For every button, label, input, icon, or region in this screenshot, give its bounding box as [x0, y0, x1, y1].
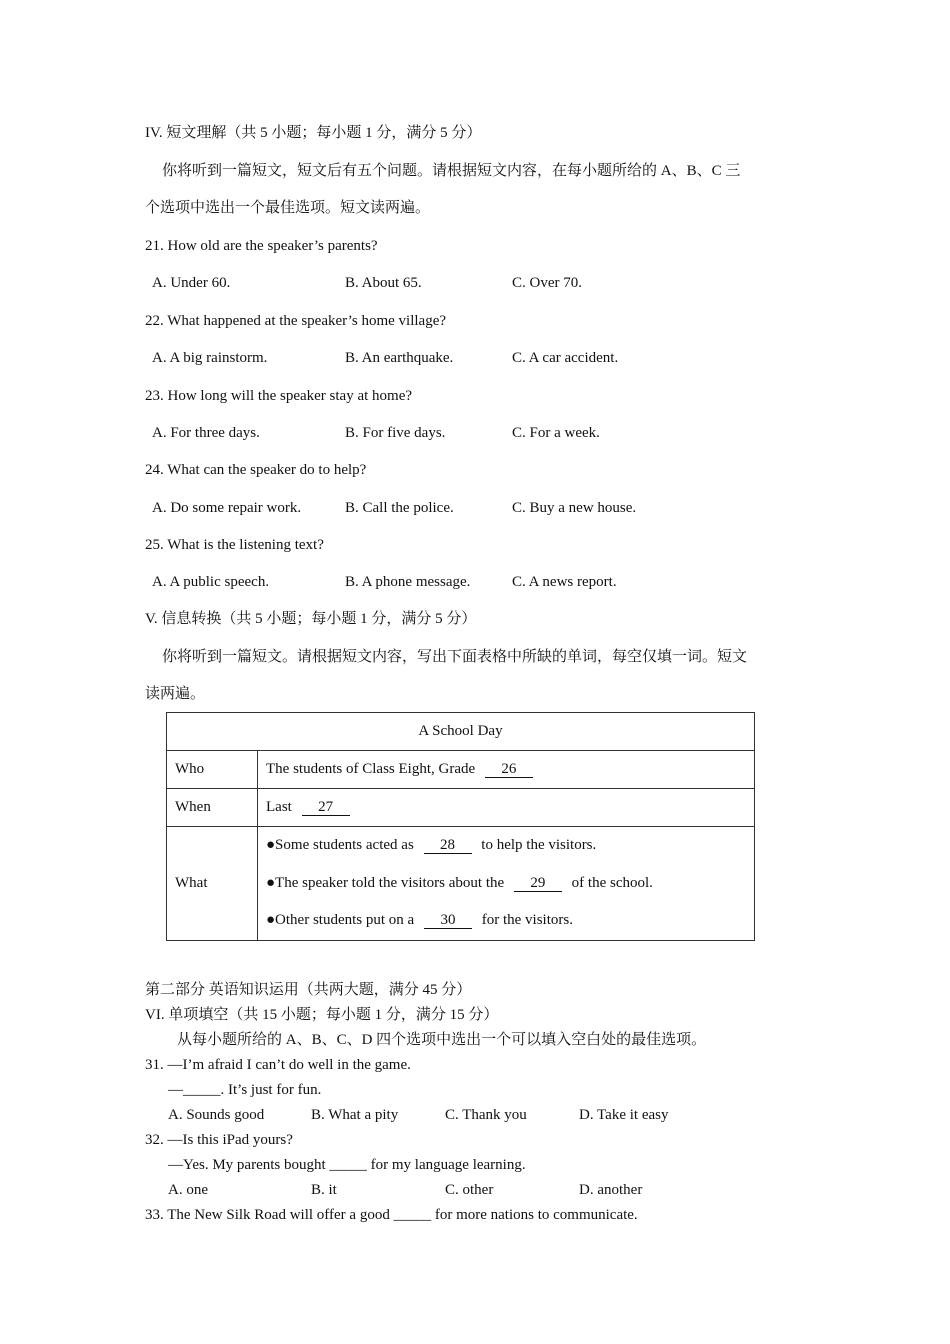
what-label: What — [167, 827, 258, 941]
question-22: 22. What happened at the speaker’s home village? — [145, 313, 447, 329]
question-21-option-c: C. Over 70. — [512, 275, 582, 291]
part-2-heading: 第二部分 英语知识运用（共两大题，满分 45 分） — [145, 982, 472, 998]
when-cell — [258, 789, 755, 827]
question-24-option-c: C. Buy a new house. — [512, 500, 637, 516]
question-24-option-b: B. Call the police. — [345, 500, 454, 516]
question-32: 32. —Is this iPad yours? — [145, 1132, 293, 1148]
question-24: 24. What can the speaker do to help? — [145, 462, 367, 478]
when-label: When — [167, 789, 258, 827]
what-2-text-after: of the school. — [571, 874, 653, 891]
question-32-option-a: A. one — [168, 1182, 208, 1198]
what-line-2 — [266, 865, 746, 903]
what-3-text: ●Other students put on a — [266, 912, 415, 928]
section-6-heading: VI. 单项填空（共 15 小题；每小题 1 分，满分 15 分） — [145, 1007, 499, 1023]
question-31-option-a: A. Sounds good — [168, 1107, 265, 1123]
what-line-1 — [266, 827, 746, 865]
question-22-option-c: C. A car accident. — [512, 350, 619, 366]
what-line-3 — [266, 902, 746, 940]
what-3-text-after: for the visitors. — [481, 912, 573, 928]
blank-27: 27 — [302, 799, 350, 816]
question-31-option-c: C. Thank you — [445, 1107, 527, 1123]
question-25-option-b: B. A phone message. — [345, 574, 471, 590]
question-31: 31. —I’m afraid I can’t do well in the game. — [145, 1057, 411, 1073]
school-day-table — [166, 712, 755, 941]
who-label: Who — [167, 751, 258, 789]
question-21-option-b: B. About 65. — [345, 275, 422, 291]
what-2-text: ●The speaker told the visitors about the — [266, 874, 505, 891]
question-23-option-b: B. For five days. — [345, 425, 446, 441]
question-32-option-b: B. it — [311, 1182, 337, 1198]
question-31-reply: —_____. It’s just for fun. — [168, 1082, 322, 1098]
question-32-reply: —Yes. My parents bought _____ for my language learning. — [168, 1157, 526, 1173]
question-25-option-a: A. A public speech. — [152, 574, 270, 590]
who-cell — [258, 751, 755, 789]
blank-30: 30 — [424, 912, 472, 929]
what-1-text: ●Some students acted as — [266, 837, 414, 853]
question-22-option-b: B. An earthquake. — [345, 350, 454, 366]
section-4-instruction-line-1: 你将听到一篇短文，短文后有五个问题。请根据短文内容，在每小题所给的 A、B、C 三 — [162, 163, 741, 179]
question-33: 33. The New Silk Road will offer a good _____ for more nations to communicate. — [145, 1207, 638, 1223]
section-5-instruction-line-1: 你将听到一篇短文。请根据短文内容，写出下面表格中所缺的单词，每空仅填一词。短文 — [162, 649, 748, 665]
question-32-option-c: C. other — [445, 1182, 494, 1198]
question-23: 23. How long will the speaker stay at home? — [145, 388, 413, 404]
when-text: Last — [266, 799, 292, 815]
section-4-instruction-line-2: 个选项中选出一个最佳选项。短文读两遍。 — [145, 200, 431, 216]
question-32-option-d: D. another — [579, 1182, 643, 1198]
section-4-heading: IV. 短文理解（共 5 小题；每小题 1 分，满分 5 分） — [145, 125, 482, 141]
question-21-option-a: A. Under 60. — [152, 275, 231, 291]
table-title: A School Day — [167, 713, 755, 751]
section-6-instruction: 从每小题所给的 A、B、C、D 四个选项中选出一个可以填入空白处的最佳选项。 — [177, 1032, 707, 1048]
question-23-option-c: C. For a week. — [512, 425, 600, 441]
question-24-option-a: A. Do some repair work. — [152, 500, 302, 516]
blank-29: 29 — [514, 875, 562, 892]
question-22-option-a: A. A big rainstorm. — [152, 350, 268, 366]
question-25: 25. What is the listening text? — [145, 537, 324, 553]
blank-28: 28 — [424, 837, 472, 854]
question-21: 21. How old are the speaker’s parents? — [145, 238, 378, 254]
question-31-option-d: D. Take it easy — [579, 1107, 669, 1123]
what-cell — [258, 827, 755, 941]
what-1-text-after: to help the visitors. — [481, 837, 597, 853]
question-25-option-c: C. A news report. — [512, 574, 617, 590]
question-23-option-a: A. For three days. — [152, 425, 260, 441]
section-5-instruction-line-2: 读两遍。 — [145, 686, 206, 702]
question-31-option-b: B. What a pity — [311, 1107, 399, 1123]
blank-26: 26 — [485, 761, 533, 778]
section-5-heading: V. 信息转换（共 5 小题；每小题 1 分，满分 5 分） — [145, 611, 477, 627]
who-text: The students of Class Eight, Grade — [266, 761, 476, 777]
